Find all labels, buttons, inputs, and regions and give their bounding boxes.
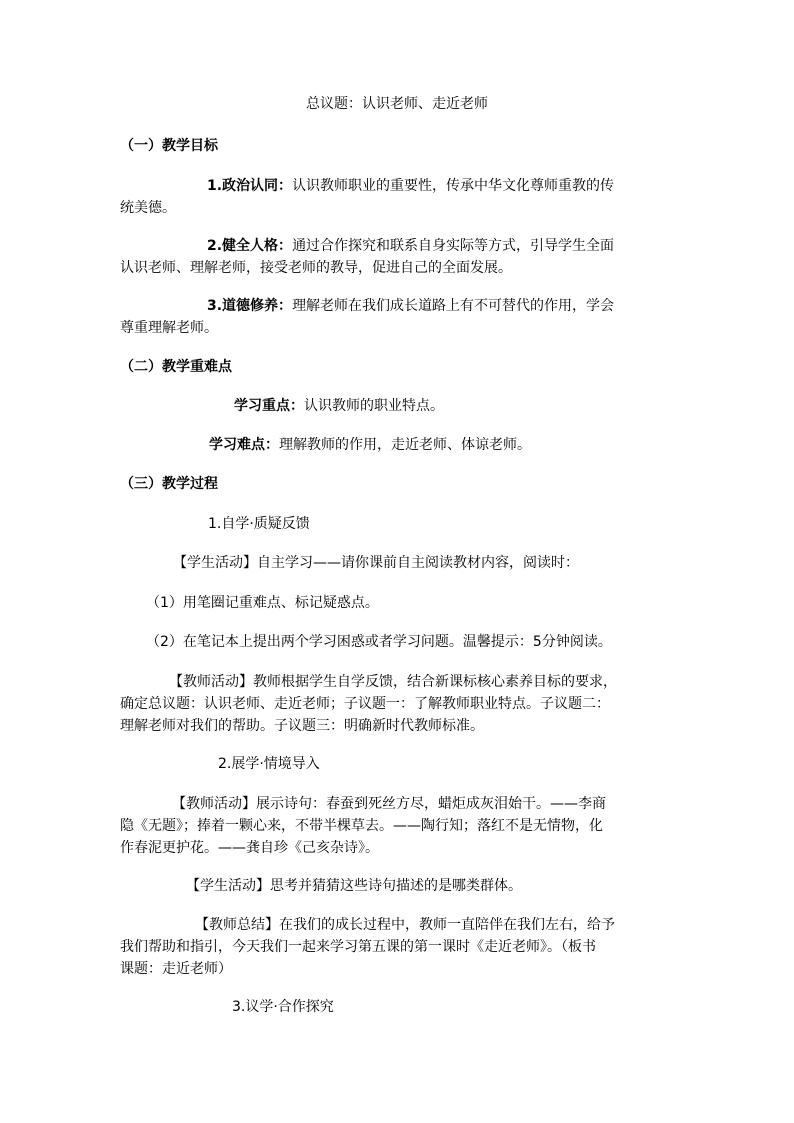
objective-1-line-2: 统美德。 bbox=[120, 200, 176, 216]
objective-2-line-2: 认识老师、理解老师，接受老师的教导，促进自己的全面发展。 bbox=[120, 260, 512, 276]
teacher-activity-2-text: 展示诗句：春蚕到死丝方尽，蜡炬成灰泪始干。——李商 bbox=[256, 796, 606, 812]
section-heading-objectives: （一）教学目标 bbox=[120, 138, 218, 154]
section-heading-process: （三）教学过程 bbox=[120, 476, 218, 492]
student-activity-2-label: 【学生活动】 bbox=[186, 878, 270, 894]
teacher-activity-1-line-1 bbox=[169, 672, 617, 692]
reading-note-1: （1）用笔圈记重难点、标记疑惑点。 bbox=[146, 595, 379, 611]
teacher-summary-line-3: 课题：走近老师） bbox=[120, 961, 232, 977]
objective-1-label: 1.政治认同： bbox=[207, 178, 293, 194]
learning-focus bbox=[234, 396, 444, 416]
teacher-activity-1-line-3: 理解老师对我们的帮助。子议题三：明确新时代教师标准。 bbox=[120, 718, 484, 734]
teacher-activity-2-label: 【教师活动】 bbox=[172, 796, 256, 812]
reading-note-2: （2）在笔记本上提出两个学习困惑或者学习问题。温馨提示：5分钟阅读。 bbox=[146, 634, 612, 650]
teacher-activity-2-line-1 bbox=[172, 794, 606, 814]
objective-1-line-1 bbox=[207, 176, 614, 196]
student-activity-1-text: 自主学习——请你课前自主阅读教材内容，阅读时： bbox=[257, 555, 579, 571]
objective-3-line-2: 尊重理解老师。 bbox=[120, 320, 218, 336]
teacher-activity-1-line-2: 确定总议题：认识老师、走近老师；子议题一：了解教师职业特点。子议题二： bbox=[120, 696, 610, 712]
learning-difficulty bbox=[209, 435, 531, 455]
learning-difficulty-label: 学习难点： bbox=[209, 437, 279, 453]
teacher-summary-line-1 bbox=[195, 915, 615, 935]
teacher-summary-label: 【教师总结】 bbox=[195, 917, 279, 933]
teacher-activity-2-line-2: 隐《无题》；捧着一颗心来，不带半棵草去。——陶行知；落红不是无情物，化 bbox=[120, 818, 603, 834]
objective-2-label: 2.健全人格： bbox=[207, 238, 293, 254]
objective-2-text: 通过合作探究和联系自身实际等方式，引导学生全面 bbox=[292, 238, 615, 254]
teacher-activity-1-text: 教师根据学生自学反馈，结合新课标核心素养目标的要求， bbox=[253, 674, 617, 690]
section-heading-key-points: （二）教学重难点 bbox=[120, 359, 232, 375]
objective-3-label: 3.道德修养： bbox=[207, 298, 293, 314]
student-activity-1-label: 【学生活动】 bbox=[173, 555, 257, 571]
student-activity-2 bbox=[186, 876, 522, 896]
learning-focus-text: 认识教师的职业特点。 bbox=[304, 398, 444, 414]
objective-3-text: 理解老师在我们成长道路上有不可替代的作用，学会 bbox=[292, 298, 615, 314]
objective-2-line-1 bbox=[207, 236, 614, 256]
teacher-summary-text: 在我们的成长过程中，教师一直陪伴在我们左右，给予 bbox=[279, 917, 615, 933]
objective-1-text: 认识教师职业的重要性，传承中华文化尊师重教的传 bbox=[292, 178, 615, 194]
student-activity-1 bbox=[173, 553, 579, 573]
step-3-title: 3.议学·合作探究 bbox=[232, 999, 334, 1015]
step-2-title: 2.展学·情境导入 bbox=[218, 756, 320, 772]
page-title: 总议题：认识老师、走近老师 bbox=[306, 96, 488, 112]
teacher-summary-line-2: 我们帮助和指引，今天我们一起来学习第五课的第一课时《走近老师》。（板书 bbox=[120, 939, 596, 955]
objective-3-line-1 bbox=[207, 296, 614, 316]
teacher-activity-2-line-3: 作春泥更护花。——龚自珍《己亥杂诗》。 bbox=[120, 840, 379, 856]
teacher-activity-1-label: 【教师活动】 bbox=[169, 674, 253, 690]
learning-difficulty-text: 理解教师的作用，走近老师、体谅老师。 bbox=[279, 437, 531, 453]
learning-focus-label: 学习重点： bbox=[234, 398, 304, 414]
step-1-title: 1.自学·质疑反馈 bbox=[208, 516, 310, 532]
student-activity-2-text: 思考并猜猜这些诗句描述的是哪类群体。 bbox=[270, 878, 522, 894]
